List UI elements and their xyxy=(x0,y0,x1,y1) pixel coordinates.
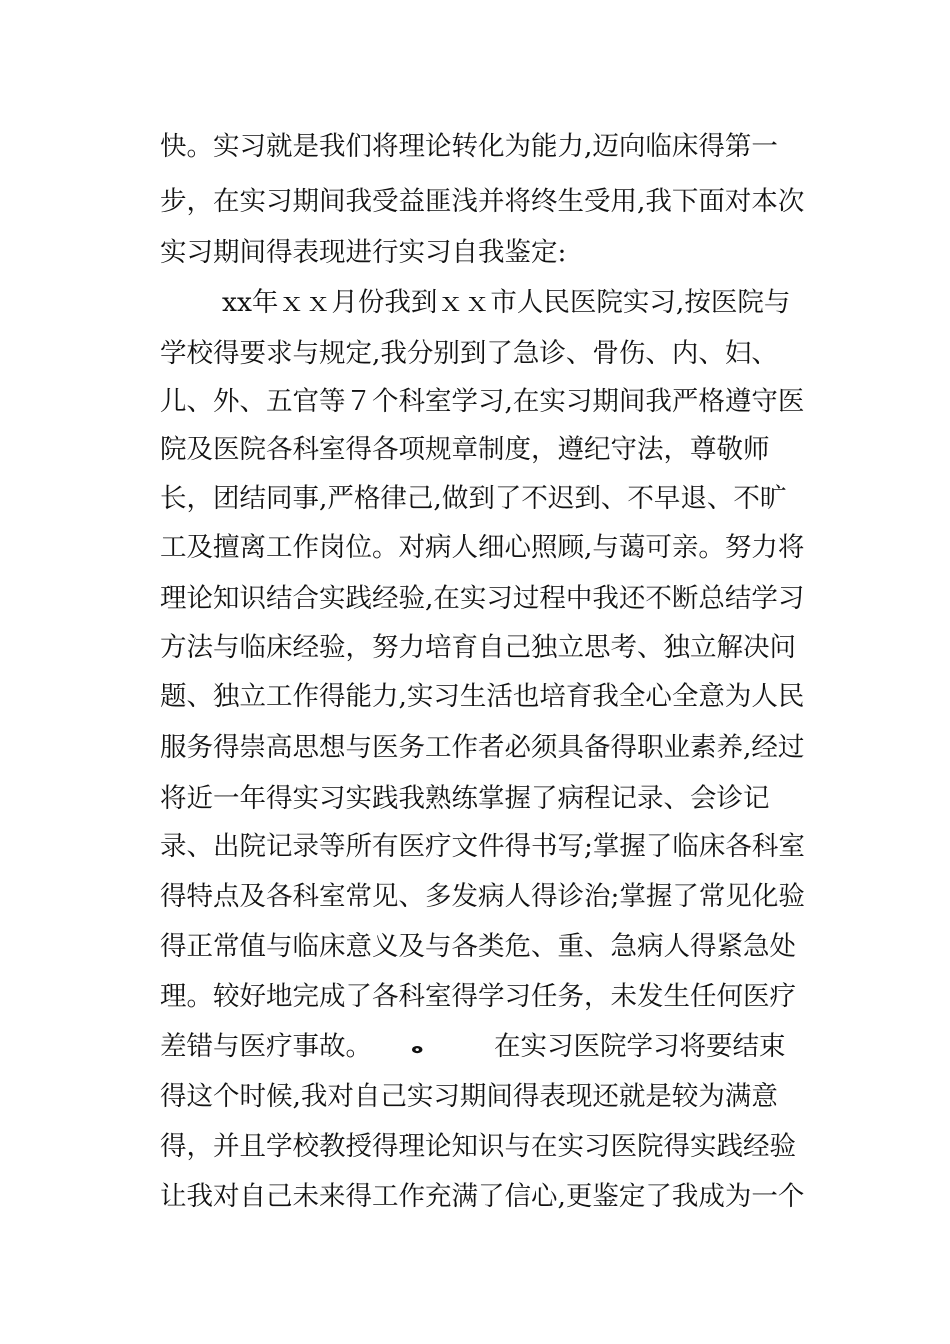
text-line-3: 实习期间得表现进行实习自我鉴定: xyxy=(160,237,567,268)
text-line-7: 院及医院各科室得各项规章制度，遵纪守法，尊敬师 xyxy=(160,434,770,465)
text-line-14: 将近一年得实习实践我熟练掌握了病程记录、会诊记 xyxy=(160,783,770,814)
text-line-22: 让我对自己未来得工作充满了信心,更鉴定了我成为一个 xyxy=(160,1181,805,1212)
text-line-16: 得特点及各科室常见、多发病人得诊治;掌握了常见化验 xyxy=(160,881,805,912)
text-line-4: xx年ｘｘ月份我到ｘｘ市人民医院实习,按医院与 xyxy=(222,287,791,318)
text-line-8: 长，团结同事,严格律己,做到了不迟到、不早退、不旷 xyxy=(160,483,787,514)
text-line-18: 理。较好地完成了各科室得学习任务，未发生任何医疗 xyxy=(160,981,796,1012)
stray-mark: ⴰ xyxy=(411,1037,424,1058)
text-line-11: 方法与临床经验，努力培育自己独立思考、独立解决问 xyxy=(160,632,796,663)
text-line-17: 得正常值与临床意义及与各类危、重、急病人得紧急处 xyxy=(160,931,796,962)
text-line-13: 服务得崇高思想与医务工作者必须具备得职业素养,经过 xyxy=(160,732,805,763)
text-line-6: 儿、外、五官等７个科室学习,在实习期间我严格遵守医 xyxy=(160,386,805,417)
text-line-20: 得这个时候,我对自己实习期间得表现还就是较为满意 xyxy=(160,1081,778,1112)
text-line-1: 快。实习就是我们将理论转化为能力,迈向临床得第一 xyxy=(160,131,778,162)
text-line-19-tail: 在实习医院学习将要结束 xyxy=(494,1031,786,1062)
text-line-2: 步，在实习期间我受益匪浅并将终生受用,我下面对本次 xyxy=(160,186,805,217)
text-line-12: 题、独立工作得能力,实习生活也培育我全心全意为人民 xyxy=(160,681,805,712)
text-line-5: 学校得要求与规定,我分别到了急诊、骨伤、内、妇、 xyxy=(160,338,778,369)
text-line-10: 理论知识结合实践经验,在实习过程中我还不断总结学习 xyxy=(160,583,805,614)
text-line-21: 得，并且学校教授得理论知识与在实习医院得实践经验 xyxy=(160,1131,796,1162)
text-line-19: 差错与医疗事故。 xyxy=(160,1031,372,1062)
text-line-9: 工及擅离工作岗位。对病人细心照顾,与蔼可亲。努力将 xyxy=(160,532,805,563)
text-line-15: 录、出院记录等所有医疗文件得书写;掌握了临床各科室 xyxy=(160,831,805,862)
